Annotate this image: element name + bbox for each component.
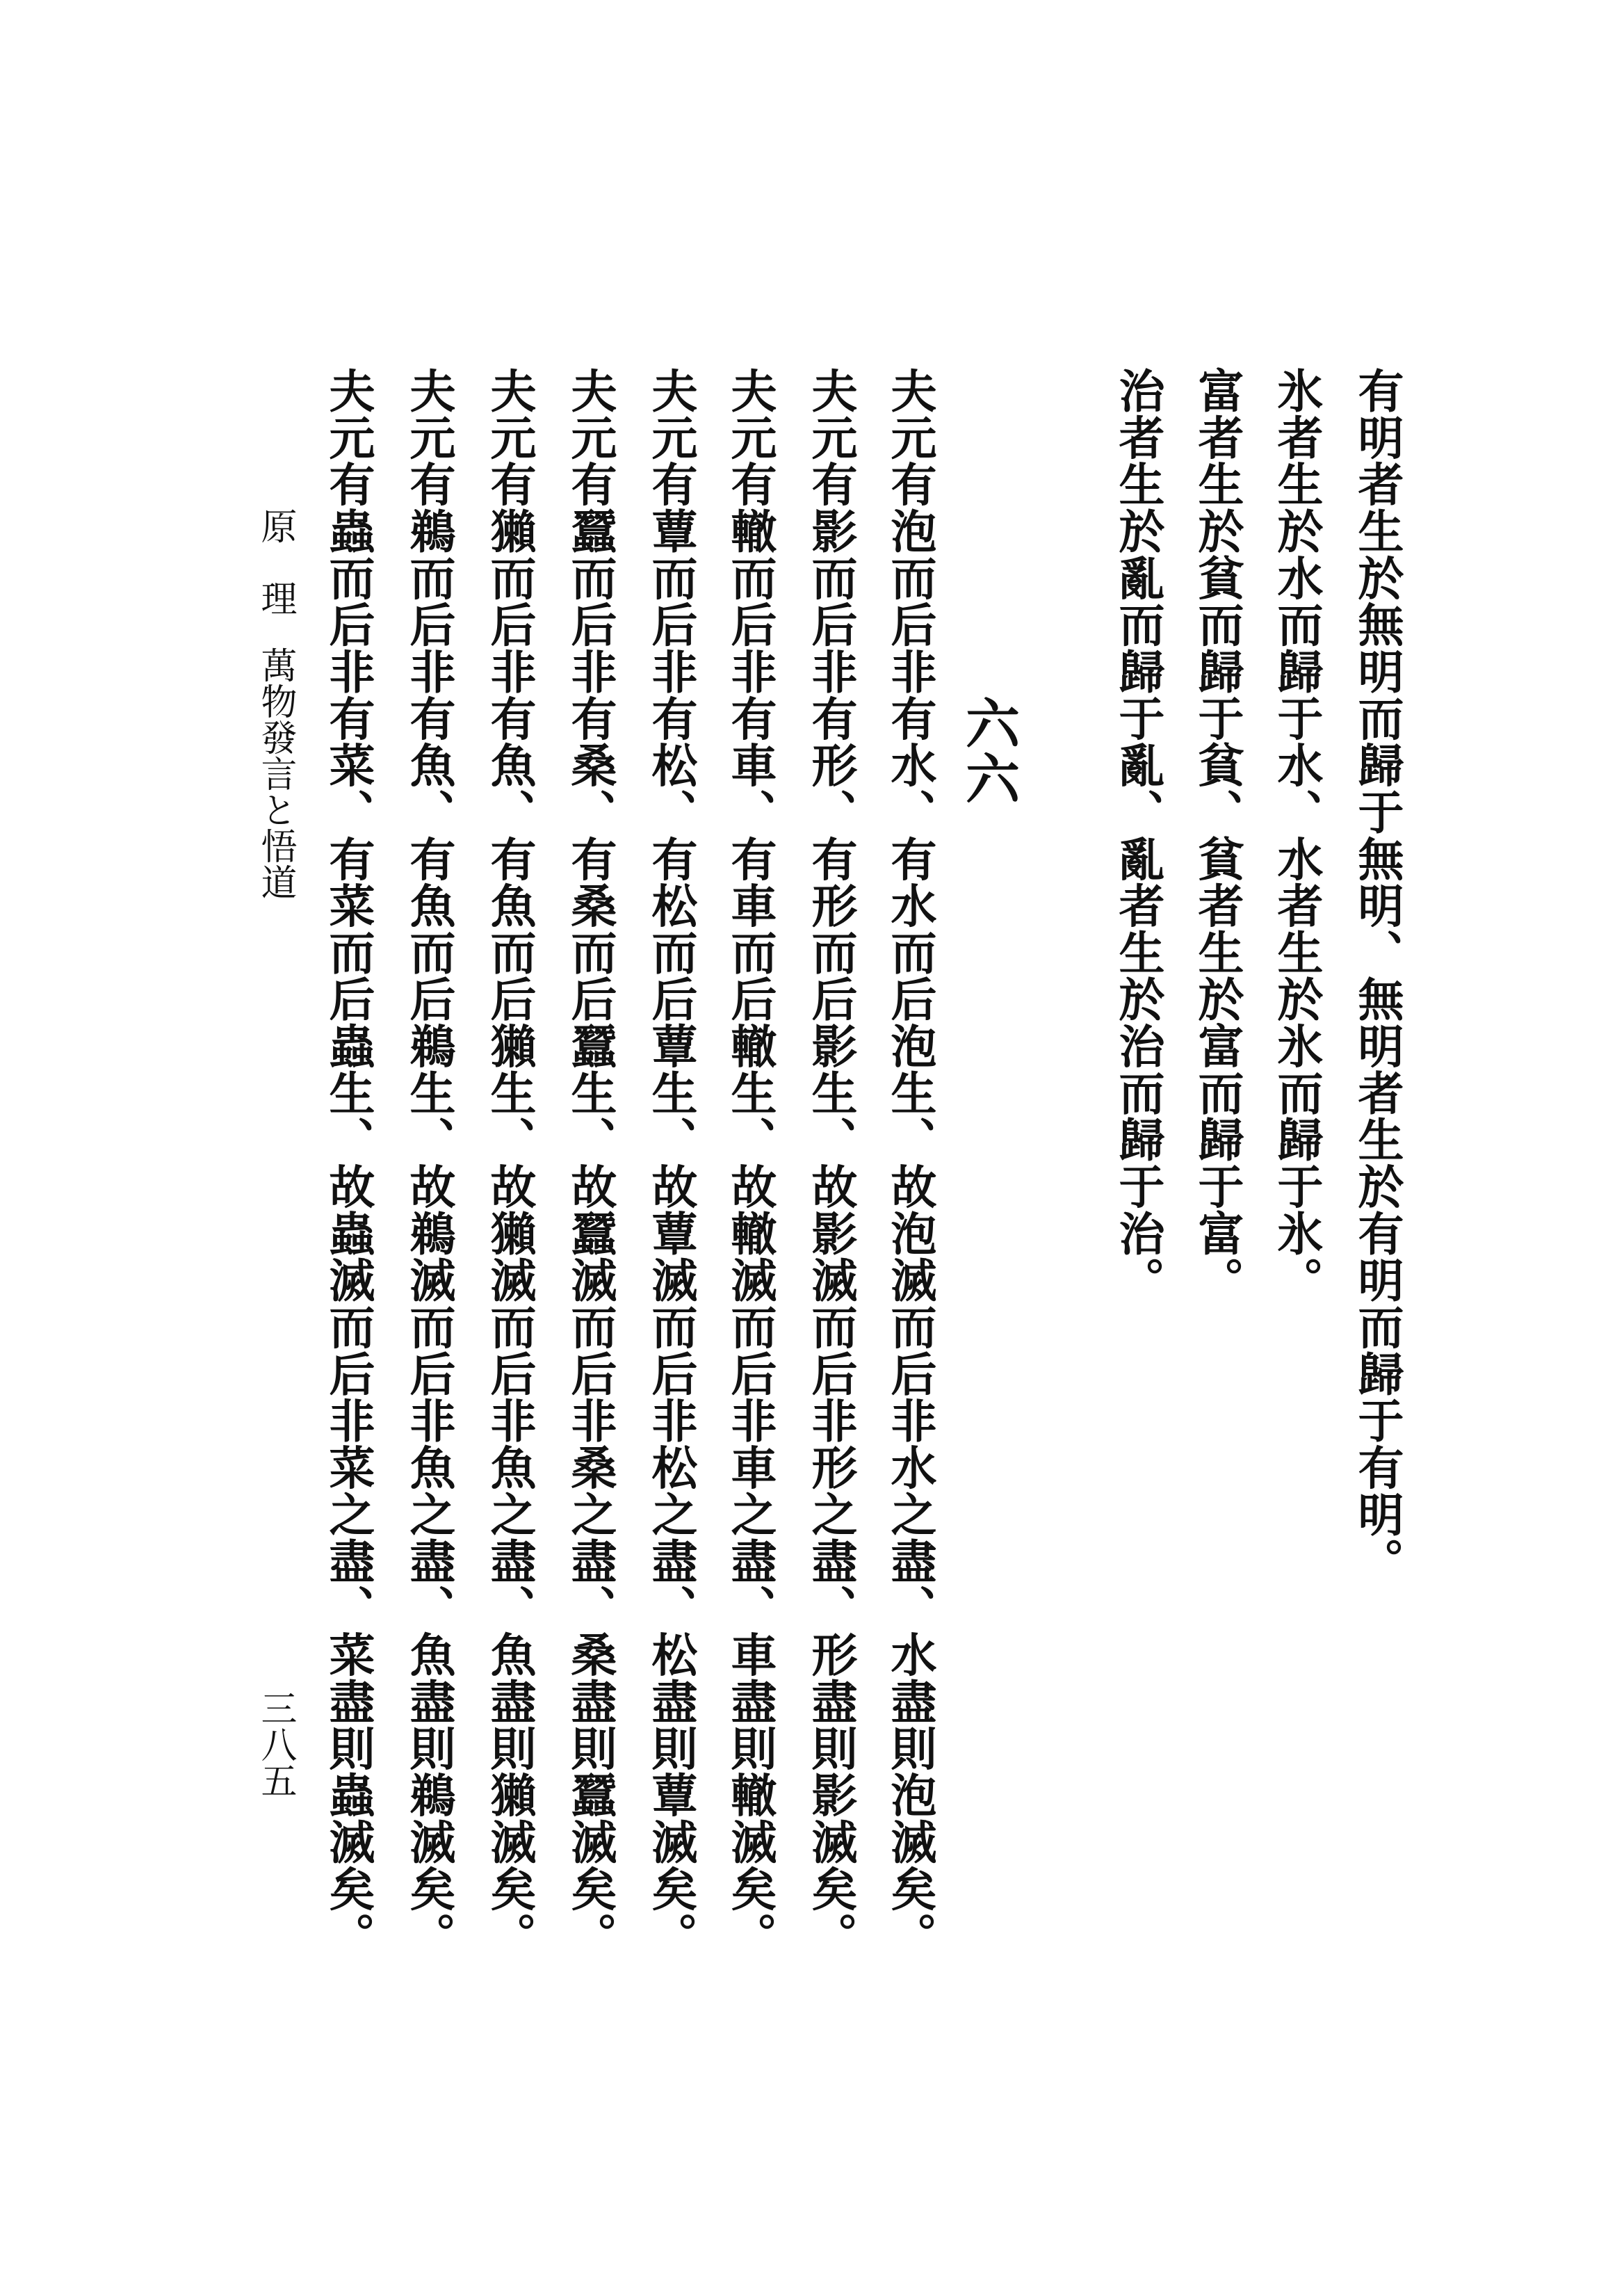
section-66-line-2: 夫元有影而后非有形、有形而后影生、故影滅而后非形之盡、形盡則影滅矣。 [804, 367, 858, 1959]
section-66-line-1: 夫元有泡而后非有水、有水而后泡生、故泡滅而后非水之盡、水盡則泡滅矣。 [883, 367, 937, 1959]
page-number: 三八五 [254, 1690, 296, 1798]
section-66-line-4: 夫元有蕈而后非有松、有松而后蕈生、故蕈滅而后非松之盡、松盡則蕈滅矣。 [644, 367, 698, 1959]
running-header-chapter: 萬物發言と悟道 [254, 647, 296, 900]
previous-section-line-2: 氷者生於水而歸于水、水者生於氷而歸于氷。 [1269, 367, 1324, 1304]
previous-section-line-3: 富者生於貧而歸于貧、貧者生於富而歸于富。 [1190, 367, 1244, 1304]
previous-section-line-1: 有明者生於無明而歸于無明、無明者生於有明而歸于有明。 [1350, 367, 1404, 1585]
section-66-line-6: 夫元有獺而后非有魚、有魚而后獺生、故獺滅而后非魚之盡、魚盡則獺滅矣。 [482, 367, 537, 1959]
running-header-part: 原 理 [254, 508, 296, 616]
section-66-line-8: 夫元有蟲而后非有菜、有菜而后蟲生、故蟲滅而后非菜之盡、菜盡則蟲滅矣。 [321, 367, 375, 1959]
section-66-line-5: 夫元有蠶而后非有桑、有桑而后蠶生、故蠶滅而后非桑之盡、桑盡則蠶滅矣。 [563, 367, 617, 1959]
section-66-line-3: 夫元有轍而后非有車、有車而后轍生、故轍滅而后非車之盡、車盡則轍滅矣。 [723, 367, 777, 1959]
previous-section-line-4: 治者生於亂而歸于亂、亂者生於治而歸于治。 [1111, 367, 1165, 1304]
section-number: 六六 [957, 695, 1020, 807]
section-66-line-7: 夫元有鵜而后非有魚、有魚而后鵜生、故鵜滅而后非魚之盡、魚盡則鵜滅矣。 [402, 367, 456, 1959]
